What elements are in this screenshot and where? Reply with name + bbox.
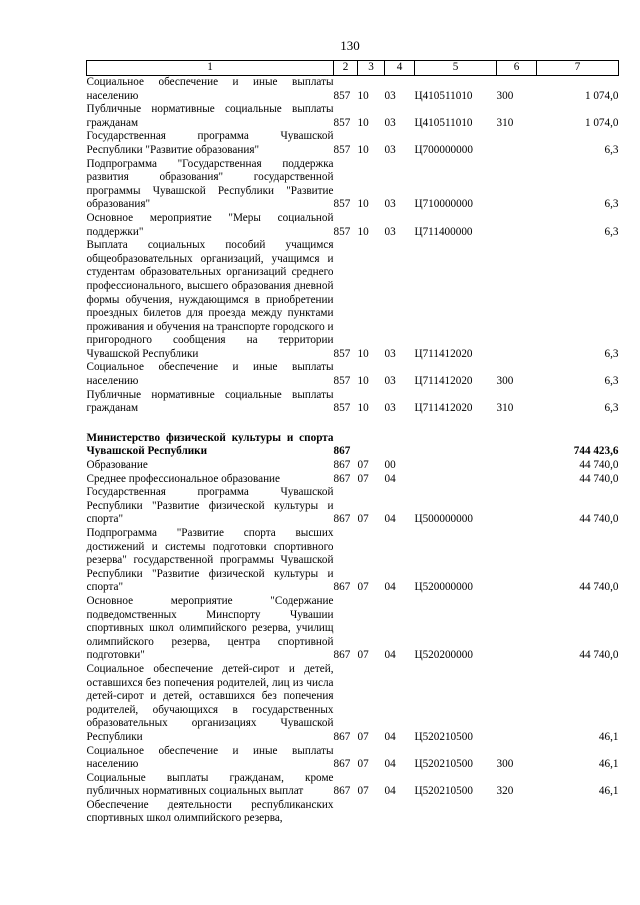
- row-ministry-code: 867: [333, 472, 351, 485]
- row-subsection: 04: [384, 513, 396, 526]
- row-subsection: 03: [384, 89, 396, 102]
- row-target-code: Ц520210500: [414, 785, 473, 798]
- row-section: [358, 432, 385, 459]
- row-amount: 6,3: [604, 143, 619, 156]
- row-name: Подпрограмма "Государственная поддержка развития образования" государственной программы Чувашской Республики "Развитие образования": [86, 157, 334, 211]
- row-amount: 44 740,0: [579, 459, 619, 472]
- header-col-1: 1: [87, 61, 334, 76]
- row-name: Образование: [86, 459, 148, 472]
- row-ministry-code: 867: [333, 785, 351, 798]
- row-expense-type: [497, 239, 537, 361]
- row-amount: 44 740,0: [579, 581, 619, 594]
- row-amount: 6,3: [604, 198, 619, 211]
- row-subsection: 03: [384, 375, 396, 388]
- row-target-code: Ц520200000: [414, 649, 473, 662]
- row-ministry-code: 857: [333, 89, 351, 102]
- row-ministry-code: 857: [333, 375, 351, 388]
- row-subsection: 04: [384, 785, 396, 798]
- row-section: 07: [357, 730, 369, 743]
- row-name: Социальные выплаты гражданам, кроме публичных нормативных социальных выплат: [86, 771, 334, 798]
- header-col-7: 7: [537, 61, 619, 76]
- row-ministry-code: 857: [333, 347, 351, 360]
- spacer-row: [87, 416, 619, 432]
- row-target-code: Ц520210500: [414, 758, 473, 771]
- table-row: [87, 389, 619, 416]
- row-section: 07: [357, 581, 369, 594]
- row-subsection: 03: [384, 198, 396, 211]
- table-row: [87, 212, 619, 239]
- row-subsection: 04: [384, 730, 396, 743]
- row-target-code: Ц711412020: [414, 402, 473, 415]
- row-name: Публичные нормативные социальные выплаты гражданам: [86, 388, 334, 415]
- row-subsection: 04: [384, 649, 396, 662]
- row-expense-type: [497, 663, 537, 745]
- table-row: [87, 745, 619, 772]
- row-section: 07: [357, 649, 369, 662]
- header-col-5: 5: [415, 61, 497, 76]
- row-name: Основное мероприятие "Меры социальной поддержки": [86, 211, 334, 238]
- table-row: [87, 473, 619, 487]
- row-section: 10: [357, 402, 369, 415]
- row-expense-type: 310: [496, 402, 514, 415]
- row-ministry-code: 857: [333, 225, 351, 238]
- row-section: 07: [357, 459, 369, 472]
- row-section: 10: [357, 89, 369, 102]
- row-target-code: [415, 473, 497, 487]
- row-amount: 46,1: [598, 758, 619, 771]
- row-expense-type: 320: [496, 785, 514, 798]
- row-subsection: 03: [384, 116, 396, 129]
- row-subsection: 00: [384, 459, 396, 472]
- row-amount: 46,1: [598, 785, 619, 798]
- row-target-code: Ц710000000: [414, 198, 473, 211]
- row-ministry-code: 867: [333, 513, 351, 526]
- row-target-code: [415, 459, 497, 473]
- row-expense-type: [497, 459, 537, 473]
- row-section: 07: [357, 758, 369, 771]
- row-amount: 6,3: [604, 402, 619, 415]
- row-ministry-code: 867: [333, 758, 351, 771]
- row-section: 10: [357, 347, 369, 360]
- table-row: [87, 130, 619, 157]
- row-amount: 6,3: [604, 347, 619, 360]
- row-ministry-code: 857: [333, 198, 351, 211]
- table-row: [87, 158, 619, 212]
- row-section: 07: [357, 513, 369, 526]
- table-row: [87, 772, 619, 799]
- table-row: [87, 486, 619, 527]
- row-name: Социальное обеспечение и иные выплаты населению: [86, 76, 334, 102]
- row-ministry-code: 857: [333, 116, 351, 129]
- row-amount: 44 740,0: [579, 649, 619, 662]
- table-header-row: [87, 61, 619, 76]
- row-section: [358, 799, 385, 826]
- row-ministry-code: 857: [333, 143, 351, 156]
- row-name: Социальное обеспечение и иные выплаты населению: [86, 744, 334, 771]
- row-ministry-code: 857: [333, 402, 351, 415]
- header-col-6: 6: [497, 61, 537, 76]
- row-amount: 6,3: [604, 375, 619, 388]
- row-name: Обеспечение деятельности республиканских спортивных школ олимпийского резерва,: [86, 798, 334, 825]
- row-subsection: 03: [384, 225, 396, 238]
- row-section: 07: [357, 472, 369, 485]
- row-name: Социальное обеспечение и иные выплаты населению: [86, 361, 334, 388]
- table-row: [87, 663, 619, 745]
- row-ministry-code: [334, 799, 358, 826]
- row-target-code: Ц410511010: [414, 89, 473, 102]
- header-col-3: 3: [358, 61, 385, 76]
- row-subsection: 03: [384, 347, 396, 360]
- header-col-4: 4: [385, 61, 415, 76]
- row-target-code: [415, 432, 497, 459]
- row-expense-type: [497, 212, 537, 239]
- row-target-code: Ц700000000: [414, 143, 473, 156]
- row-target-code: Ц410511010: [414, 116, 473, 129]
- row-target-code: Ц520210500: [414, 730, 473, 743]
- row-subsection: 04: [384, 472, 396, 485]
- row-target-code: Ц520000000: [414, 581, 473, 594]
- row-expense-type: [497, 473, 537, 487]
- table-row: [87, 103, 619, 130]
- row-amount: 44 740,0: [579, 513, 619, 526]
- table-row: [87, 595, 619, 663]
- table-row: [87, 361, 619, 388]
- row-subsection: 04: [384, 758, 396, 771]
- row-expense-type: 310: [496, 116, 514, 129]
- row-section: 07: [357, 785, 369, 798]
- header-col-2: 2: [334, 61, 358, 76]
- row-ministry-code: 867: [333, 445, 351, 458]
- row-expense-type: [497, 799, 537, 826]
- row-subsection: 04: [384, 581, 396, 594]
- row-expense-type: [497, 527, 537, 595]
- row-target-code: Ц711412020: [414, 347, 473, 360]
- row-ministry-code: 867: [333, 581, 351, 594]
- row-expense-type: [497, 432, 537, 459]
- table-row-ministry-total: [87, 432, 619, 459]
- row-name: Публичные нормативные социальные выплаты гражданам: [86, 103, 334, 129]
- row-amount: 1 074,0: [584, 89, 619, 102]
- row-amount: 44 740,0: [579, 472, 619, 485]
- row-expense-type: 300: [496, 375, 514, 388]
- row-name: Среднее профессиональное образование: [86, 472, 281, 485]
- budget-table: [86, 60, 619, 826]
- table-row: [87, 239, 619, 361]
- row-expense-type: 300: [496, 89, 514, 102]
- row-subsection: 03: [384, 402, 396, 415]
- row-target-code: Ц711400000: [414, 225, 473, 238]
- row-target-code: [415, 799, 497, 826]
- row-subsection: [385, 799, 415, 826]
- row-amount: 744 423,6: [573, 445, 619, 458]
- row-amount: [537, 799, 619, 826]
- row-amount: 1 074,0: [584, 116, 619, 129]
- row-expense-type: [497, 158, 537, 212]
- row-subsection: 03: [384, 143, 396, 156]
- row-ministry-code: 867: [333, 459, 351, 472]
- table-row: [87, 799, 619, 826]
- row-name: Подпрограмма "Развитие спорта высших достижений и системы подготовки спортивного резерва" государственной программы Чувашской Республики "Развитие физической культуры и спорта": [86, 527, 334, 594]
- row-ministry-code: 867: [333, 730, 351, 743]
- page-number: 130: [340, 38, 360, 53]
- table-row: [87, 527, 619, 595]
- row-expense-type: [497, 130, 537, 157]
- row-section: 10: [357, 225, 369, 238]
- row-expense-type: 300: [496, 758, 514, 771]
- row-name: Выплата социальных пособий учащимся общеобразовательных организаций, учащимся и студентам образовательных организаций среднего профессионального, высшего образования дневной формы обучения, нуждающимся в приобретении проездных билетов для проезда между пунктами проживания и обучения на транспорте городского и пригородного сообщения на территории Чувашской Республики: [86, 239, 334, 360]
- row-amount: 46,1: [598, 730, 619, 743]
- row-name: Государственная программа Чувашской Республики "Развитие физической культуры и спорта": [86, 486, 334, 526]
- row-section: 10: [357, 198, 369, 211]
- row-section: 10: [357, 116, 369, 129]
- row-subsection: [385, 432, 415, 459]
- row-section: 10: [357, 143, 369, 156]
- row-name: Социальное обеспечение детей-сирот и детей, оставшихся без попечения родителей, лиц из числа детей-сирот и детей, оставшихся без попечения родителей, обучающихся в государственных образовательных организациях Чувашской Республики: [86, 662, 334, 743]
- row-expense-type: [497, 595, 537, 663]
- row-ministry-code: 867: [333, 649, 351, 662]
- table-row: [87, 459, 619, 473]
- row-target-code: Ц711412020: [414, 375, 473, 388]
- row-name: Государственная программа Чувашской Республики "Развитие образования": [86, 130, 334, 156]
- table-row: [87, 76, 619, 104]
- row-name: Основное мероприятие "Содержание подведомственных Минспорту Чувашии спортивных школ олимпийского резерва, училищ олимпийского резерва, центра спортивной подготовки": [86, 594, 334, 662]
- row-target-code: Ц500000000: [414, 513, 473, 526]
- row-expense-type: [497, 486, 537, 527]
- row-section: 10: [357, 375, 369, 388]
- row-name: Министерство физической культуры и спорта Чувашской Республики: [86, 431, 334, 458]
- row-amount: 6,3: [604, 225, 619, 238]
